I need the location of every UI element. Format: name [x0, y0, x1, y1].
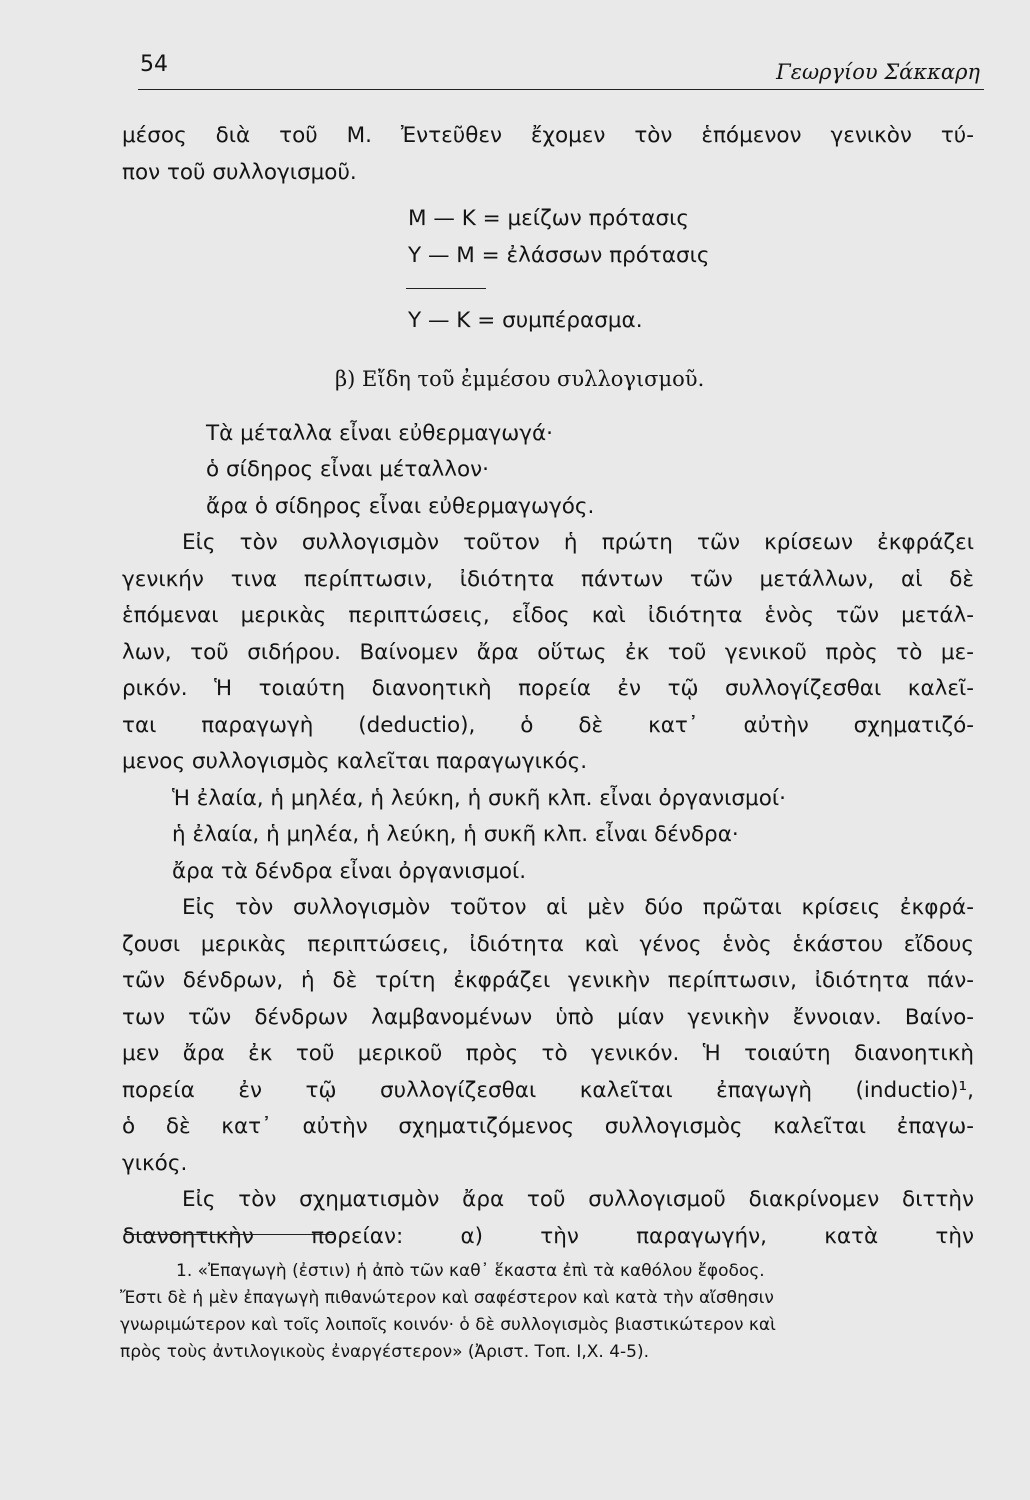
syllogism-line: ὁ σίδηρος εἶναι μέταλλον· — [206, 457, 489, 482]
text-line: πον τοῦ συλλογισμοῦ. — [122, 159, 357, 185]
text-line: λων, τοῦ σιδήρου. Βαίνομεν ἄρα οὕτως ἐκ τοῦ γενικοῦ πρὸς τὸ με- — [122, 639, 974, 665]
text-line: μενος συλλογισμὸς καλεῖται παραγωγικός. — [122, 749, 588, 774]
text-line: πορεία ἐν τῷ συλλογίζεσθαι καλεῖται ἐπαγωγὴ (inductio)¹, — [122, 1077, 974, 1103]
text-line: γικός. — [122, 1150, 188, 1176]
equation-minor: Υ — Μ = ἐλάσσων πρότασις — [408, 242, 710, 268]
footnote-line: πρὸς τοὺς ἀντιλογικοὺς ἐναργέστερον» (Ἀριστ. Τοπ. I,Χ. 4-5). — [120, 1342, 650, 1362]
footnote-rule — [124, 1234, 334, 1235]
text-line: ζουσι μερικὰς περιπτώσεις, ἰδιότητα καὶ γένος ἑνὸς ἑκάστου εἴδους — [122, 931, 974, 957]
syllogism-line: ἄρα ὁ σίδηρος εἶναι εὐθερμαγωγός. — [206, 493, 595, 519]
page-header — [138, 46, 984, 90]
text-line: γενικήν τινα περίπτωσιν, ἰδιότητα πάντων τῶν μετάλλων, αἱ δὲ — [122, 566, 974, 592]
text-line: ἑπόμεναι μερικὰς περιπτώσεις, εἶδος καὶ ἰδιότητα ἑνὸς τῶν μετάλ- — [122, 603, 974, 628]
syllogism-line: Τὰ μέταλλα εἶναι εὐθερμαγωγά· — [206, 420, 553, 446]
text-line: Εἰς τὸν συλλογισμὸν τοῦτον ἡ πρώτη τῶν κρίσεων ἐκφράζει — [182, 530, 974, 555]
text-line: τῶν δένδρων, ἡ δὲ τρίτη ἐκφράζει γενικὴν περίπτωσιν, ἰδιότητα πάν- — [122, 968, 974, 993]
text-line: ρικόν. Ἡ τοιαύτη διανοητικὴ πορεία ἐν τῷ συλλογίζεσθαι καλεῖ- — [122, 676, 974, 701]
text-line: μεν ἄρα ἐκ τοῦ μερικοῦ πρὸς τὸ γενικόν. Ἡ τοιαύτη διανοητικὴ — [122, 1041, 974, 1066]
text-line: των τῶν δένδρων λαμβανομένων ὑπὸ μίαν γενικὴν ἔννοιαν. Βαίνο- — [122, 1004, 974, 1030]
text-line: διανοητικὴν πορείαν: α) τὴν παραγωγήν, κατὰ τὴν — [122, 1223, 974, 1249]
equation-conclusion: Υ — Κ = συμπέρασμα. — [408, 308, 643, 333]
running-head: Γεωργίου Σάκκαρη — [776, 60, 980, 84]
footnote-line: Ἔστι δὲ ἡ μὲν ἐπαγωγὴ πιθανώτερον καὶ σαφέστερον καὶ κατὰ τὴν αἴσθησιν — [120, 1288, 774, 1308]
syllogism-line: ἡ ἐλαία, ἡ μηλέα, ἡ λεύκη, ἡ συκῆ κλπ. εἶναι δένδρα· — [172, 822, 739, 847]
syllogism-line: ἄρα τὰ δένδρα εἶναι ὀργανισμοί. — [172, 858, 527, 884]
page-number: 54 — [140, 52, 168, 77]
text-line: Εἰς τὸν σχηματισμὸν ἄρα τοῦ συλλογισμοῦ διακρίνομεν διττὴν — [182, 1187, 974, 1212]
footnote-line: γνωριμώτερον καὶ τοῖς λοιποῖς κοινόν· ὁ δὲ συλλογισμὸς βιαστικώτερον καὶ — [120, 1315, 776, 1335]
text-line: μέσος διὰ τοῦ Μ. Ἐντεῦθεν ἔχομεν τὸν ἑπόμενον γενικὸν τύ- — [122, 123, 974, 148]
text-line: Εἰς τὸν συλλογισμὸν τοῦτον αἱ μὲν δύο πρῶται κρίσεις ἐκφρά- — [182, 895, 974, 920]
text-line: ται παραγωγὴ (deductio), ὁ δὲ κατ᾿ αὐτὴν σχηματιζό- — [122, 712, 974, 738]
header-rule — [138, 89, 984, 90]
footnote-line: 1. «Ἐπαγωγὴ (ἐστιν) ἡ ἀπὸ τῶν καθ᾿ ἕκαστα ἐπὶ τὰ καθόλου ἔφοδος. — [176, 1261, 765, 1281]
syllogism-line: Ἡ ἐλαία, ἡ μηλέα, ἡ λεύκη, ἡ συκῆ κλπ. εἶναι ὀργανισμοί· — [172, 785, 786, 811]
text-line: ὁ δὲ κατ᾿ αὐτὴν σχηματιζόμενος συλλογισμὸς καλεῖται ἐπαγω- — [122, 1114, 974, 1139]
main-text — [122, 118, 974, 1255]
footnotes — [120, 1258, 958, 1366]
section-subheading: β) Εἴδη τοῦ ἐμμέσου συλλογισμοῦ. — [335, 366, 705, 391]
equation-major: Μ — Κ = μείζων πρότασις — [408, 206, 690, 231]
equation-rule — [406, 288, 486, 289]
